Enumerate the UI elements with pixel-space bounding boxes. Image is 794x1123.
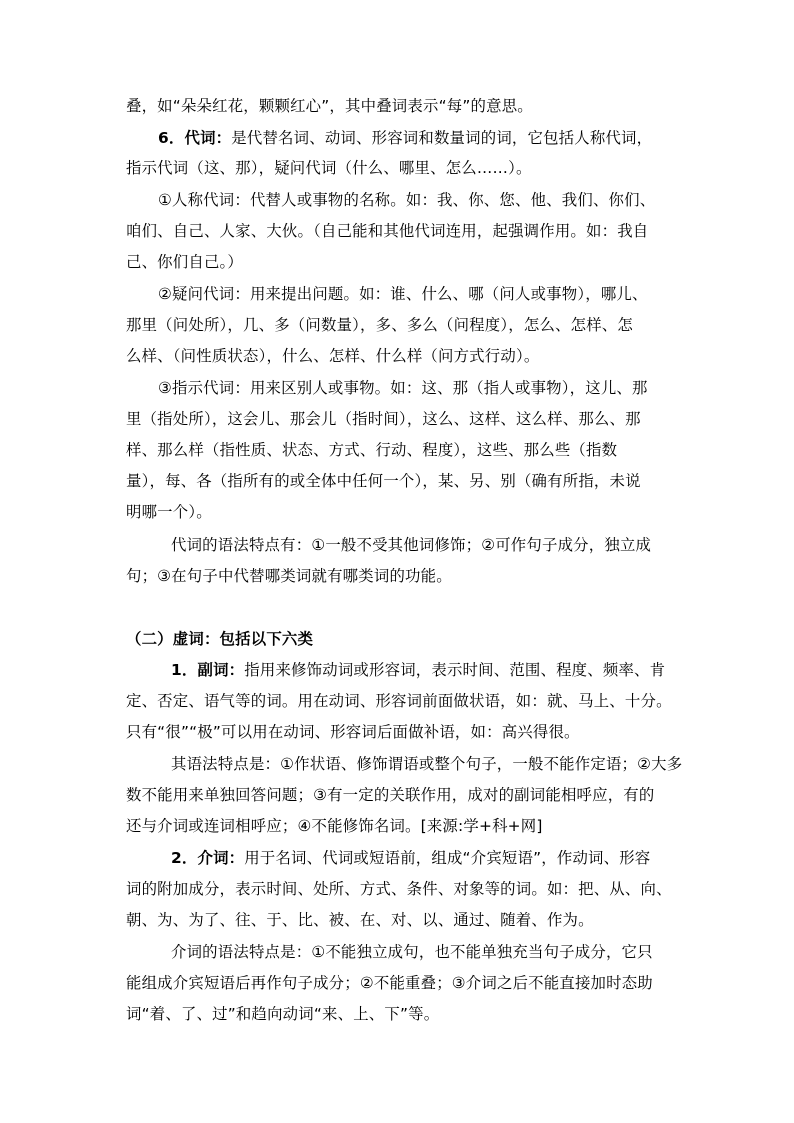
paragraph-line: 代词的语法特点有：①一般不受其他词修饰；②可作句子成分，独立成 bbox=[171, 536, 652, 554]
paragraph-line: 句；③在句子中代替哪类词就有哪类词的功能。 bbox=[126, 567, 452, 585]
paragraph-line: 指示代词（这、那），疑问代词（什么、哪里、怎么……）。 bbox=[126, 159, 532, 177]
paragraph-line: 叠，如“朵朵红花，颗颗红心”，其中叠词表示“每”的意思。 bbox=[126, 97, 533, 115]
paragraph-line: 数不能用来单独回答问题；③有一定的关联作用，成对的副词能相呼应，有的 bbox=[126, 786, 655, 804]
paragraph-line: 么样、（问性质状态），什么、怎样、什么样（问方式行动）。 bbox=[126, 347, 540, 365]
paragraph-line: 样、那么样（指性质、状态、方式、行动、程度），这些、那么些（指数 bbox=[126, 441, 618, 459]
preposition-heading-label: 2．介词： bbox=[171, 849, 245, 867]
pronoun-heading-line bbox=[158, 128, 652, 148]
paragraph-line: ②疑问代词：用来提出问题。如：谁、什么、哪（问人或事物），哪儿、 bbox=[158, 285, 648, 303]
preposition-heading-line bbox=[171, 848, 650, 868]
paragraph-line: 介词的语法特点是：①不能独立成句，也不能单独充当句子成分，它只 bbox=[171, 943, 653, 961]
pronoun-heading-label: 6．代词： bbox=[158, 129, 232, 147]
paragraph-line: 词“着、了、过”和趋向动词“来、上、下”等。 bbox=[126, 1005, 440, 1023]
paragraph-line: 只有“很”“极”可以用在动词、形容词后面做补语，如：高兴得很。 bbox=[126, 723, 580, 741]
paragraph-line: 还与介词或连词相呼应；④不能修饰名词。[来源:学+科+网] bbox=[126, 817, 543, 835]
paragraph-line: ①人称代词：代替人或事物的名称。如：我、你、您、他、我们、你们、 bbox=[158, 191, 656, 209]
preposition-heading-text: 用于名词、代词或短语前，组成“介宾短语”，作动词、形容 bbox=[244, 849, 651, 867]
paragraph-line: 其语法特点是：①作状语、修饰谓语或整个句子，一般不能作定语；②大多 bbox=[171, 755, 683, 773]
paragraph-line: 那里（问处所），几、多（问数量），多、多么（问程度），怎么、怎样、怎 bbox=[126, 316, 633, 334]
paragraph-line: 词的附加成分，表示时间、处所、方式、条件、对象等的词。如：把、从、向、 bbox=[126, 880, 672, 898]
paragraph-line: 朝、为、为了、往、于、比、被、在、对、以、通过、随着、作为。 bbox=[126, 911, 594, 929]
adverb-heading-text: 指用来修饰动词或形容词，表示时间、范围、程度、频率、肯 bbox=[244, 661, 666, 679]
paragraph-line: 明哪一个）。 bbox=[126, 503, 212, 521]
paragraph-line: 己、你们自己。） bbox=[126, 253, 244, 271]
paragraph-line: 里（指处所），这会儿、那会儿（指时间），这么、这样、这么样、那么、那 bbox=[126, 410, 641, 428]
paragraph-line: 量），每、各（指所有的或全体中任何一个），某、另、别（确有所指，未说 bbox=[126, 472, 641, 490]
paragraph-line: ③指示代词：用来区别人或事物。如：这、那（指人或事物），这儿、那 bbox=[158, 379, 648, 397]
adverb-heading-line bbox=[171, 660, 665, 680]
section-heading: （二）虚词：包括以下六类 bbox=[126, 630, 314, 648]
paragraph-line: 定、否定、语气等的词。用在动词、形容词前面做状语，如：就、马上、十分。 bbox=[126, 692, 672, 710]
pronoun-heading-text: 是代替名词、动词、形容词和数量词的词，它包括人称代词， bbox=[231, 129, 653, 147]
adverb-heading-label: 1．副词： bbox=[171, 661, 245, 679]
paragraph-line: 咱们、自己、人家、大伙。（自己能和其他代词连用，起强调作用。如：我自 bbox=[126, 222, 649, 240]
paragraph-line: 能组成介宾短语后再作句子成分；②不能重叠；③介词之后不能直接加时态助 bbox=[126, 974, 653, 992]
